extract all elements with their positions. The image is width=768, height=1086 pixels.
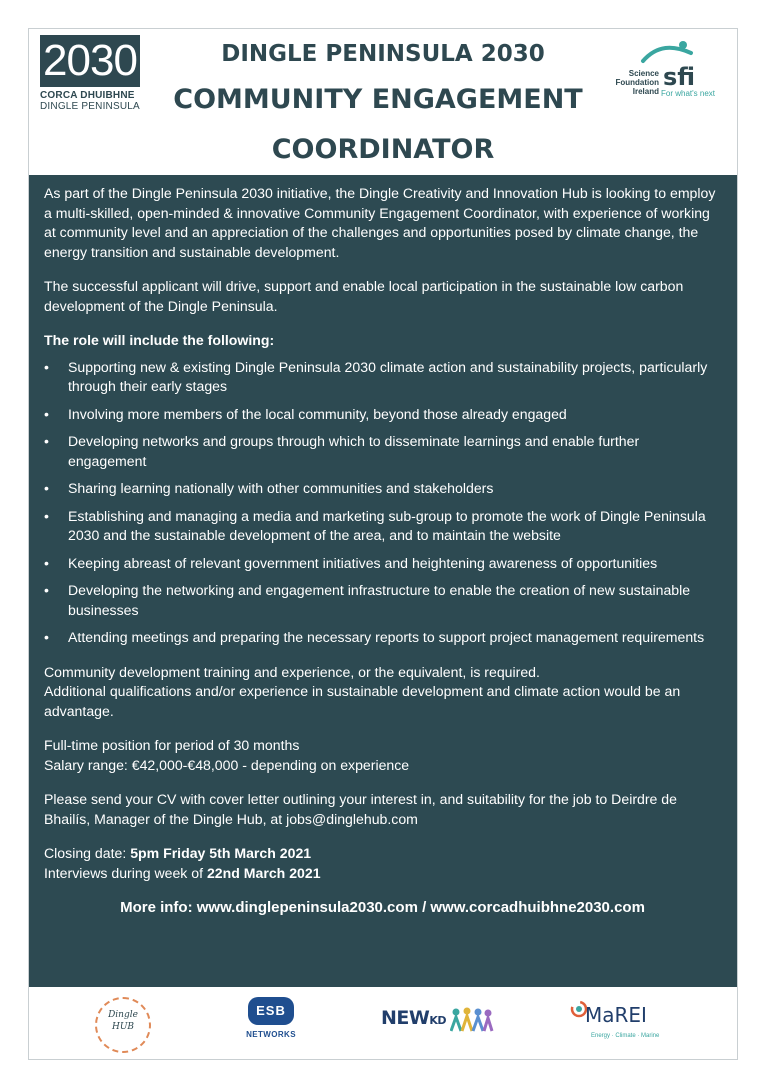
closing-date: 5pm Friday 5th March 2021 bbox=[130, 845, 312, 861]
interviews-label: Interviews during week of bbox=[44, 864, 207, 881]
title-line-3: COORDINATOR bbox=[271, 134, 495, 165]
bullet-icon: • bbox=[44, 433, 49, 449]
role-item bbox=[44, 432, 721, 471]
newkd-logo bbox=[381, 1007, 511, 1047]
sfi-label-line-2: Foundation bbox=[615, 78, 659, 87]
partner-logos bbox=[29, 987, 737, 1059]
newkd-people-icon bbox=[450, 1007, 494, 1033]
bullet-icon: • bbox=[44, 507, 49, 524]
title-line-1: DINGLE PENINSULA 2030 bbox=[221, 41, 545, 67]
bullet-icon: • bbox=[44, 405, 49, 422]
bullet-icon: • bbox=[44, 629, 49, 645]
logo-line-dingle-peninsula: DINGLE PENINSULA bbox=[40, 101, 140, 112]
title-line-2: COMMUNITY ENGAGEMENT bbox=[173, 84, 583, 115]
logo-number: 2030 bbox=[40, 35, 140, 87]
role-text: Developing networks and groups through which to disseminate learnings and enable further engagement bbox=[68, 433, 640, 469]
bullet-icon: • bbox=[44, 582, 49, 598]
requirements-line-1: Community development training and experience, or the equivalent, is required. bbox=[44, 663, 540, 680]
salary-text: Salary range: €42,000-€48,000 - depending on experience bbox=[44, 756, 410, 773]
poster-body bbox=[29, 175, 737, 987]
esb-badge: ESB bbox=[248, 997, 294, 1025]
requirements-line-2: Additional qualifications and/or experience in sustainable development and climate action would be an advantage. bbox=[44, 683, 681, 719]
role-text: Developing the networking and engagement infrastructure to enable the creation of new sustainable businesses bbox=[68, 582, 691, 618]
roles-list bbox=[44, 358, 721, 648]
newkd-text: NEW bbox=[381, 1007, 430, 1029]
sfi-tagline: For what's next bbox=[661, 89, 715, 98]
newkd-suffix: KD bbox=[429, 1014, 446, 1027]
role-text: Involving more members of the local community, beyond those already engaged bbox=[68, 405, 567, 422]
apply-paragraph: Please send your CV with cover letter outlining your interest in, and suitability for the job to Deirdre de Bhailís, Manager of the Dingle Hub, at jobs@dinglehub.com bbox=[44, 791, 677, 827]
applicant-paragraph: The successful applicant will drive, support and enable local participation in the sustainable low carbon development of the Dingle Peninsula. bbox=[44, 278, 684, 314]
closing-label: Closing date: bbox=[44, 845, 131, 861]
role-item bbox=[44, 581, 721, 620]
dingle-hub-logo bbox=[95, 997, 151, 1053]
intro-paragraph: As part of the Dingle Peninsula 2030 initiative, the Dingle Creativity and Innovation Hub is looking to employ a multi-skilled, open-minded & innovative Community Engagement Coordinator, with experience of working at community level and an appreciation of the challenges and opportunities posed by climate change, the energy transition and sustainable development. bbox=[44, 185, 716, 260]
position-text: Full-time position for period of 30 months bbox=[44, 737, 300, 753]
esb-networks-logo bbox=[241, 997, 301, 1053]
sfi-logo bbox=[609, 39, 733, 103]
dingle-hub-line-2: HUB bbox=[111, 1022, 135, 1032]
logo-line-corca-dhuibhne: CORCA DHUIBHNE bbox=[40, 90, 135, 101]
interviews-date: 22nd March 2021 bbox=[206, 864, 321, 881]
bullet-icon: • bbox=[44, 480, 49, 496]
role-text: Keeping abreast of relevant government initiatives and heightening awareness of opportunities bbox=[68, 554, 658, 571]
marei-subtitle: Energy · Climate · Marine bbox=[591, 1033, 660, 1039]
job-advert-poster bbox=[28, 28, 738, 1060]
marei-text: MaREI bbox=[585, 1003, 647, 1027]
requirements-paragraph bbox=[44, 663, 721, 722]
dates-paragraph bbox=[44, 844, 721, 883]
role-item bbox=[44, 358, 721, 397]
sfi-label-line-1: Science bbox=[628, 69, 659, 78]
role-text: Establishing and managing a media and marketing sub-group to promote the work of Dingle Peninsula 2030 and the sustainable development of the area, and to maintain the website bbox=[68, 507, 706, 543]
role-text: Supporting new & existing Dingle Peninsula 2030 climate action and sustainability projects, particularly through their early stages bbox=[68, 358, 708, 394]
poster-header bbox=[29, 29, 737, 175]
role-text: Sharing learning nationally with other communities and stakeholders bbox=[68, 480, 494, 496]
roles-heading: The role will include the following: bbox=[44, 332, 275, 348]
dingle-hub-text bbox=[95, 1009, 151, 1033]
bullet-icon: • bbox=[44, 358, 49, 375]
sfi-label-line-3: Ireland bbox=[632, 87, 659, 96]
more-info-links: More info: www.dinglepeninsula2030.com / www.corcadhuibhne2030.com bbox=[120, 899, 645, 916]
sfi-label bbox=[609, 69, 659, 96]
role-item bbox=[44, 554, 721, 574]
position-paragraph bbox=[44, 736, 721, 775]
esb-networks-label: NETWORKS bbox=[246, 1030, 296, 1039]
role-item bbox=[44, 405, 721, 425]
role-item bbox=[44, 628, 721, 648]
marei-logo bbox=[569, 999, 679, 1047]
sfi-mark: sfi bbox=[663, 63, 696, 91]
sfi-swoosh-icon bbox=[639, 39, 699, 65]
bullet-icon: • bbox=[44, 554, 49, 571]
dingle-hub-line-1: Dingle bbox=[108, 1010, 138, 1020]
role-item bbox=[44, 479, 721, 499]
role-item bbox=[44, 507, 721, 546]
role-text: Attending meetings and preparing the necessary reports to support project management requirements bbox=[68, 629, 705, 645]
